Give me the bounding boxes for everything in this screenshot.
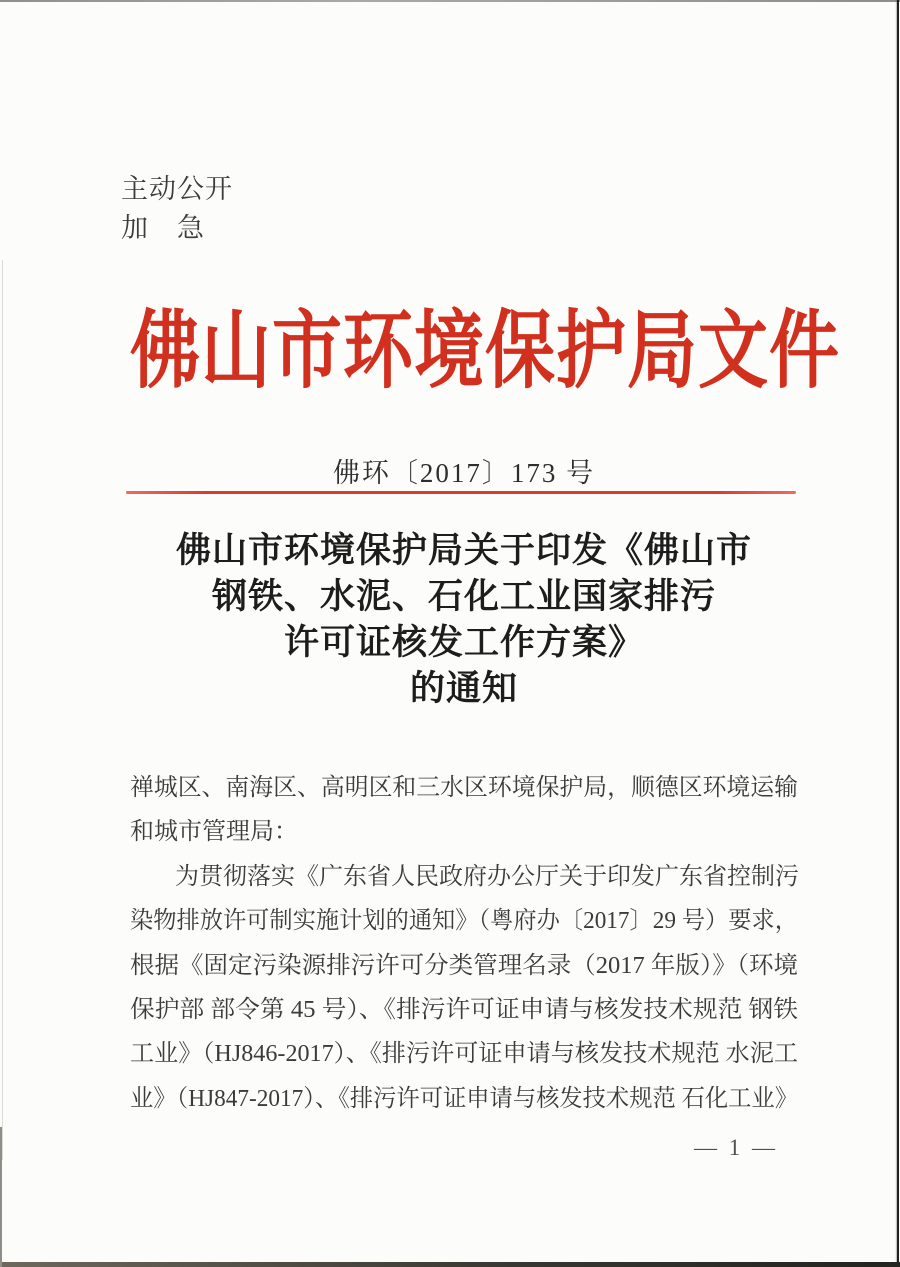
- notice-title-line: 佛山市环境保护局关于印发《佛山市: [175, 531, 752, 570]
- classification-label: 主动公开: [121, 174, 233, 204]
- urgency-label: 加 急: [121, 213, 205, 243]
- recipient-line: 和城市管理局：: [130, 819, 298, 846]
- reference-number: 佛环〔2017〕173 号: [332, 458, 596, 488]
- body-line: 工业》（HJ846-2017）、《排污许可证申请与核发技术规范 水泥工: [130, 1041, 798, 1068]
- body-line: 业》（HJ847-2017）、《排污许可证申请与核发技术规范 石化工业》: [130, 1085, 798, 1112]
- scan-edge-left-faint: [2, 260, 3, 1160]
- red-divider-line: [126, 491, 796, 494]
- body-text: [130, 766, 798, 1121]
- body-line: 染物排放许可制实施计划的通知》（粤府办〔2017〕29 号）要求，: [130, 908, 798, 935]
- body-line: 为贯彻落实《广东省人民政府办公厅关于印发广东省控制污: [175, 863, 799, 890]
- notice-title-line: 许可证核发工作方案》: [283, 623, 644, 662]
- body-line: 根据《固定污染源排污许可分类管理名录（2017 年版）》（环境: [130, 952, 798, 979]
- notice-title-line: 钢铁、水泥、石化工业国家排污: [211, 577, 716, 616]
- content-column: [130, 0, 840, 1267]
- notice-title-line: 的通知: [409, 669, 518, 708]
- notice-title: [130, 528, 798, 712]
- agency-letterhead: 佛山市环境保护局文件: [130, 305, 840, 400]
- body-line: 保护部 部令第 45 号）、《排污许可证申请与核发技术规范 钢铁: [130, 996, 798, 1023]
- scan-edge-right: [897, 0, 899, 1267]
- recipient-line: 禅城区、南海区、高明区和三水区环境保护局，顺德区环境运输: [130, 775, 798, 801]
- page-number: — 1 —: [694, 1135, 776, 1160]
